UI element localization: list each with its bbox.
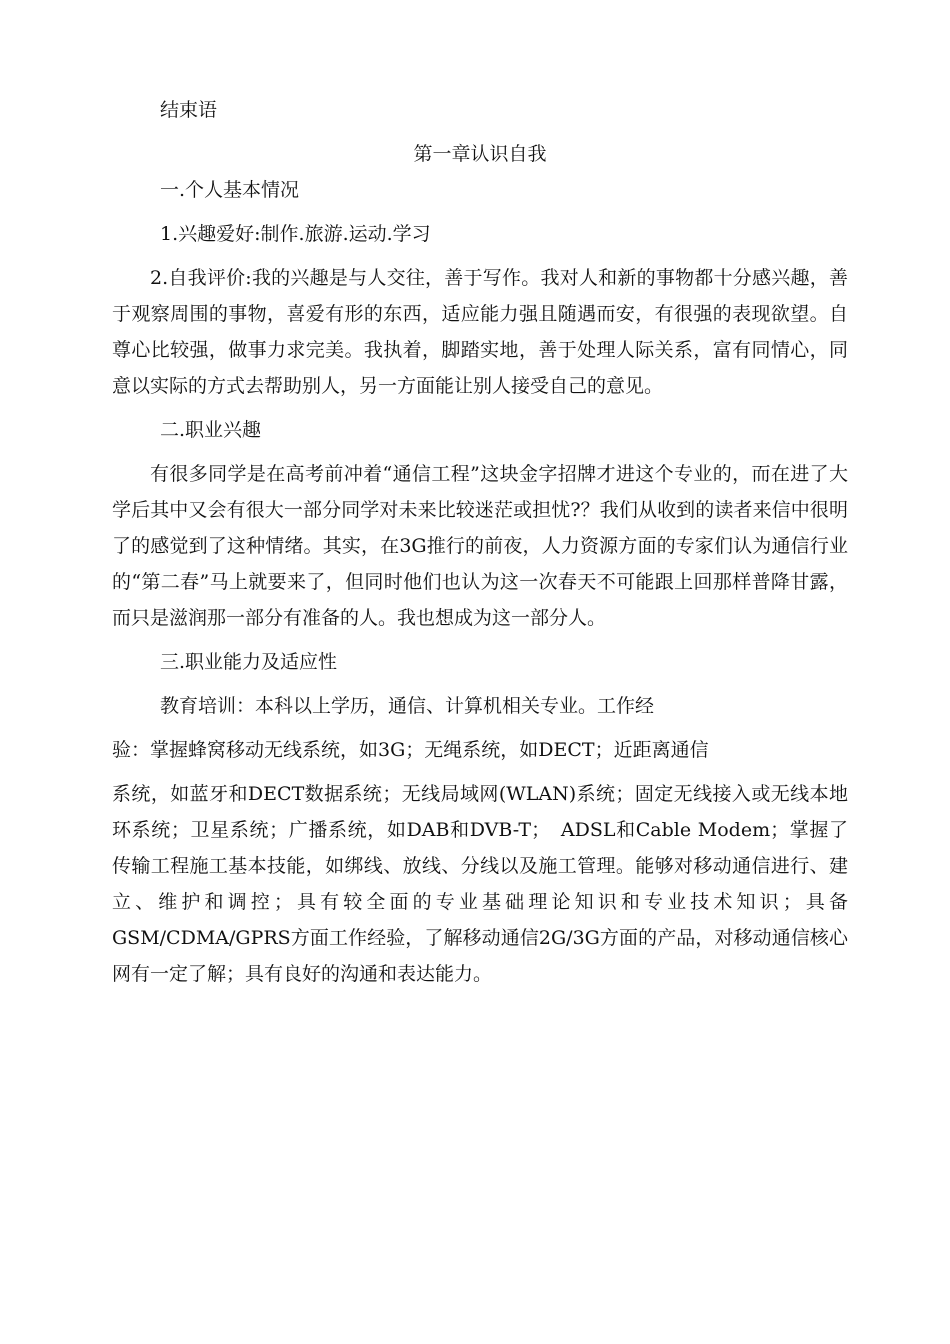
career-interest-paragraph: 有很多同学是在高考前冲着“通信工程”这块金字招牌才进这个专业的，而在进了大学后其中又会有很大一部分同学对未来比较迷茫或担忧?？我们从收到的读者来信中很明了的感觉到了这种情绪。其实，在3G推行的前夜，人力资源方面的专家们认为通信行业的“第二春”马上就要来了，但同时他们也认为这一次春天不可能跟上回那样普降甘露，而只是滋润那一部分有准备的人。我也想成为这一部分人。	[112, 463, 848, 629]
document-page	[112, 92, 848, 992]
ability-line-2: 验：掌握蜂窝移动无线系统，如3G；无绳系统，如DECT；近距离通信	[112, 739, 709, 761]
chapter-title: 第一章认识自我	[413, 143, 547, 165]
ability-line-1: 教育培训：本科以上学历，通信、计算机相关专业。工作经	[160, 695, 655, 717]
self-evaluation-paragraph: 2.自我评价:我的兴趣是与人交往，善于写作。我对人和新的事物都十分感兴趣，善于观察周围的事物，喜爱有形的东西，适应能力强且随遇而安，有很强的表现欲望。自尊心比较强，做事力求完美。我执着，脚踏实地，善于处理人际关系，富有同情心，同意以实际的方式去帮助别人，另一方面能让别人接受自己的意见。	[112, 267, 848, 397]
section-heading-career-ability: 三.职业能力及适应性	[160, 651, 338, 673]
ending-heading: 结束语	[160, 99, 218, 121]
ability-paragraph: 系统，如蓝牙和DECT数据系统；无线局域网(WLAN)系统；固定无线接入或无线本地环系统；卫星系统；广播系统，如DAB和DVB-T； ADSL和Cable Modem；掌握了传输工程施工基本技能，如绑线、放线、分线以及施工管理。能够对移动通信进行、建立、维护和调控；具有较全面的专业基础理论知识和专业技术知识；具备GSM/CDMA/GPRS方面工作经验，了解移动通信2G/3G方面的产品，对移动通信核心网有一定了解；具有良好的沟通和表达能力。	[112, 783, 848, 985]
hobbies-line: 1.兴趣爱好:制作.旅游.运动.学习	[160, 223, 431, 245]
section-heading-career-interest: 二.职业兴趣	[160, 419, 262, 441]
section-heading-basic-info: 一.个人基本情况	[160, 179, 300, 201]
